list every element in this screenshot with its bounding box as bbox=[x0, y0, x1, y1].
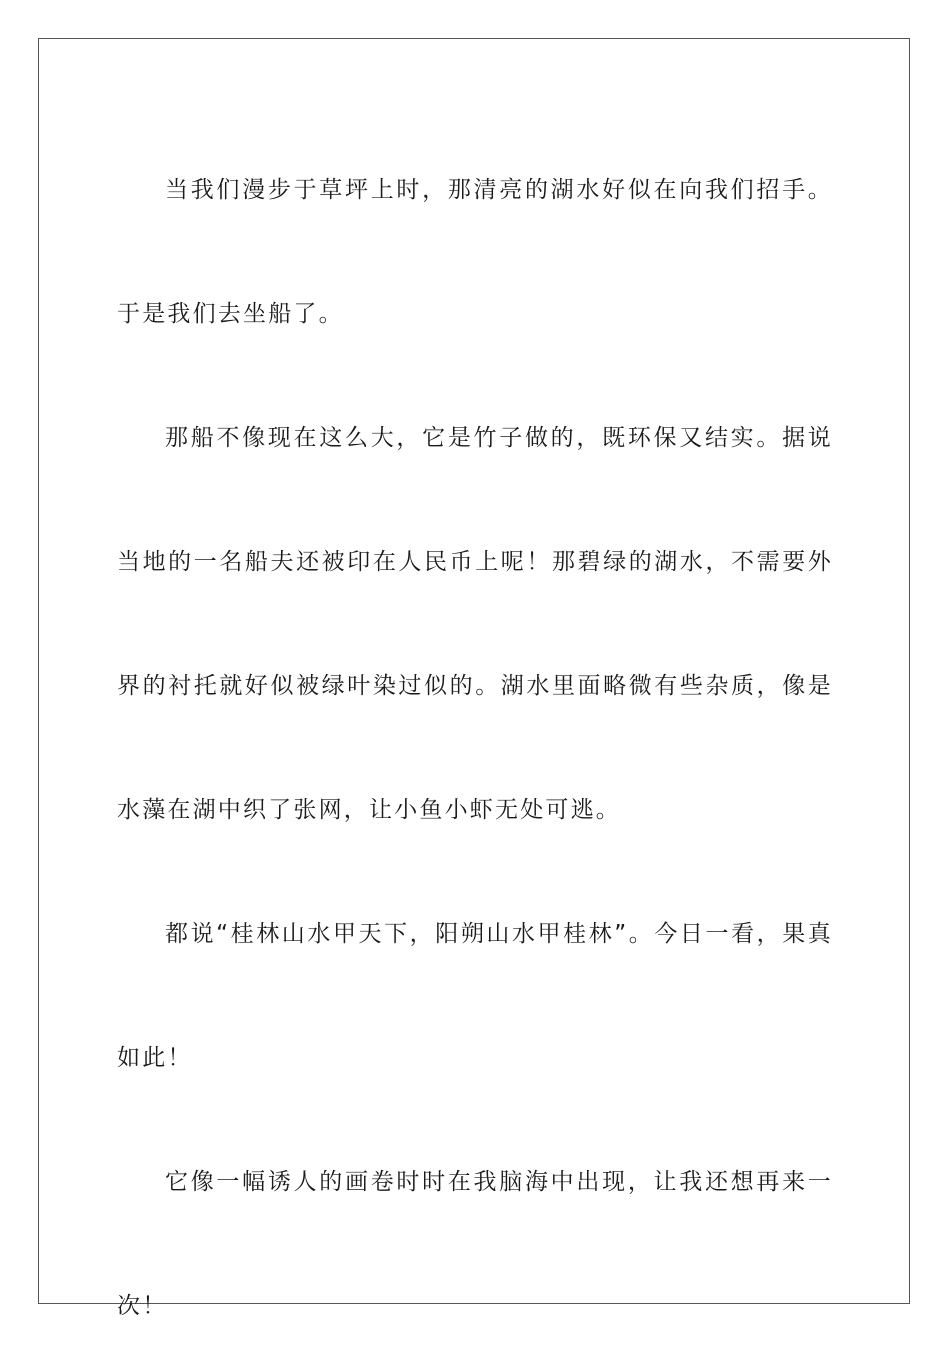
paragraph-3: 都说“桂林山水甲天下，阳朔山水甲桂林”。今日一看，果真如此！ bbox=[117, 921, 833, 1071]
paragraph-2: 那船不像现在这么大，它是竹子做的，既环保又结实。据说当地的一名船夫还被印在人民币上呢！那碧绿的湖水，不需要外界的衬托就好似被绿叶染过似的。湖水里面略微有些杂质，像是水藻在湖中织了张网，让小鱼小虾无处可逃。 bbox=[117, 425, 833, 823]
paragraph-4: 它像一幅诱人的画卷时时在我脑海中出现，让我还想再来一次！ bbox=[117, 1169, 833, 1319]
essay-body bbox=[117, 128, 833, 1368]
paragraph-1: 当我们漫步于草坪上时，那清亮的湖水好似在向我们招手。于是我们去坐船了。 bbox=[117, 177, 833, 327]
